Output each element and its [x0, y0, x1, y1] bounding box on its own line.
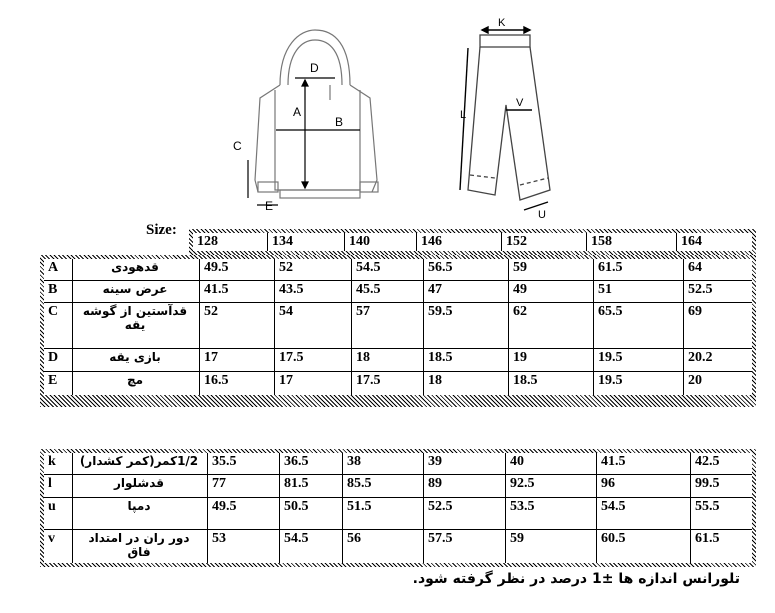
row-label: عرض سینه	[72, 281, 199, 303]
size-header-row	[193, 233, 752, 251]
row-code: u	[44, 498, 72, 530]
hoodie-label-e: E	[265, 199, 274, 213]
value-cell: 51	[593, 281, 683, 303]
row-label: دور ران در امتداد فاق	[72, 530, 207, 563]
value-cell: 20.2	[683, 349, 752, 372]
table-row	[44, 372, 752, 395]
value-cell: 99.5	[690, 475, 752, 498]
row-label: قدشلوار	[72, 475, 207, 498]
value-cell: 56	[342, 530, 423, 563]
value-cell: 59	[508, 259, 593, 281]
row-code: E	[44, 372, 72, 395]
row-code: C	[44, 303, 72, 349]
value-cell: 18.5	[508, 372, 593, 395]
value-cell: 19	[508, 349, 593, 372]
value-cell: 18	[351, 349, 423, 372]
value-cell: 17	[274, 372, 351, 395]
row-code: v	[44, 530, 72, 563]
value-cell: 54.5	[279, 530, 342, 563]
value-cell: 51.5	[342, 498, 423, 530]
value-cell: 38	[342, 453, 423, 475]
hoodie-diagram	[220, 20, 400, 220]
row-label: دمپا	[72, 498, 207, 530]
hoodie-label-b: B	[335, 115, 344, 129]
value-cell: 19.5	[593, 349, 683, 372]
value-cell: 56.5	[423, 259, 508, 281]
size-cell: 152	[501, 233, 586, 251]
value-cell: 47	[423, 281, 508, 303]
value-cell: 69	[683, 303, 752, 349]
value-cell: 85.5	[342, 475, 423, 498]
value-cell: 77	[207, 475, 279, 498]
row-label: قدهودی	[72, 259, 199, 281]
value-cell: 61.5	[690, 530, 752, 563]
value-cell: 39	[423, 453, 505, 475]
table-row	[44, 475, 752, 498]
value-cell: 40	[505, 453, 596, 475]
value-cell: 17.5	[274, 349, 351, 372]
value-cell: 41.5	[596, 453, 690, 475]
value-cell: 49.5	[199, 259, 274, 281]
row-code: A	[44, 259, 72, 281]
value-cell: 18.5	[423, 349, 508, 372]
value-cell: 60.5	[596, 530, 690, 563]
value-cell: 50.5	[279, 498, 342, 530]
row-label: مچ	[72, 372, 199, 395]
pants-label-v: V	[516, 97, 524, 109]
value-cell: 16.5	[199, 372, 274, 395]
value-cell: 52	[199, 303, 274, 349]
table-row	[44, 453, 752, 475]
bottom-measurement-table	[44, 453, 752, 563]
hoodie-label-c: C	[233, 139, 242, 153]
value-cell: 19.5	[593, 372, 683, 395]
size-cell: 134	[267, 233, 344, 251]
hoodie-label-d: D	[310, 61, 319, 75]
value-cell: 54	[274, 303, 351, 349]
row-label: 1/2کمر(کمر کشدار)	[72, 453, 207, 475]
row-code: D	[44, 349, 72, 372]
value-cell: 36.5	[279, 453, 342, 475]
size-cell: 164	[676, 233, 752, 251]
pants-diagram	[440, 10, 570, 220]
top-measurement-table	[44, 259, 752, 395]
table-row	[44, 259, 752, 281]
value-cell: 49.5	[207, 498, 279, 530]
value-cell: 17.5	[351, 372, 423, 395]
value-cell: 54.5	[351, 259, 423, 281]
value-cell: 49	[508, 281, 593, 303]
value-cell: 52	[274, 259, 351, 281]
value-cell: 52.5	[683, 281, 752, 303]
value-cell: 43.5	[274, 281, 351, 303]
tolerance-note: تلورانس اندازه ها ±1 درصد در نظر گرفته شود.	[412, 571, 740, 587]
table-row	[44, 281, 752, 303]
size-label: Size:	[146, 222, 177, 238]
value-cell: 42.5	[690, 453, 752, 475]
table-row	[44, 530, 752, 563]
pants-label-l: L	[460, 109, 467, 121]
pants-label-k: K	[498, 17, 506, 29]
table-row	[44, 303, 752, 349]
value-cell: 52.5	[423, 498, 505, 530]
value-cell: 17	[199, 349, 274, 372]
row-label: قدآستین از گوشه یقه	[72, 303, 199, 349]
value-cell: 89	[423, 475, 505, 498]
row-code: B	[44, 281, 72, 303]
value-cell: 54.5	[596, 498, 690, 530]
value-cell: 53.5	[505, 498, 596, 530]
value-cell: 96	[596, 475, 690, 498]
value-cell: 81.5	[279, 475, 342, 498]
value-cell: 62	[508, 303, 593, 349]
value-cell: 18	[423, 372, 508, 395]
value-cell: 55.5	[690, 498, 752, 530]
size-cell: 128	[193, 233, 267, 251]
value-cell: 45.5	[351, 281, 423, 303]
hoodie-label-a: A	[293, 105, 302, 119]
row-code: l	[44, 475, 72, 498]
value-cell: 41.5	[199, 281, 274, 303]
size-cell: 146	[416, 233, 501, 251]
value-cell: 57	[351, 303, 423, 349]
value-cell: 59	[505, 530, 596, 563]
row-label: بازی یقه	[72, 349, 199, 372]
row-code: k	[44, 453, 72, 475]
value-cell: 64	[683, 259, 752, 281]
size-cell: 158	[586, 233, 676, 251]
value-cell: 57.5	[423, 530, 505, 563]
value-cell: 92.5	[505, 475, 596, 498]
pants-label-u: U	[538, 209, 546, 220]
value-cell: 53	[207, 530, 279, 563]
value-cell: 20	[683, 372, 752, 395]
size-cell: 140	[344, 233, 416, 251]
value-cell: 59.5	[423, 303, 508, 349]
value-cell: 61.5	[593, 259, 683, 281]
value-cell: 65.5	[593, 303, 683, 349]
value-cell: 35.5	[207, 453, 279, 475]
table-row	[44, 498, 752, 530]
table-row	[44, 349, 752, 372]
